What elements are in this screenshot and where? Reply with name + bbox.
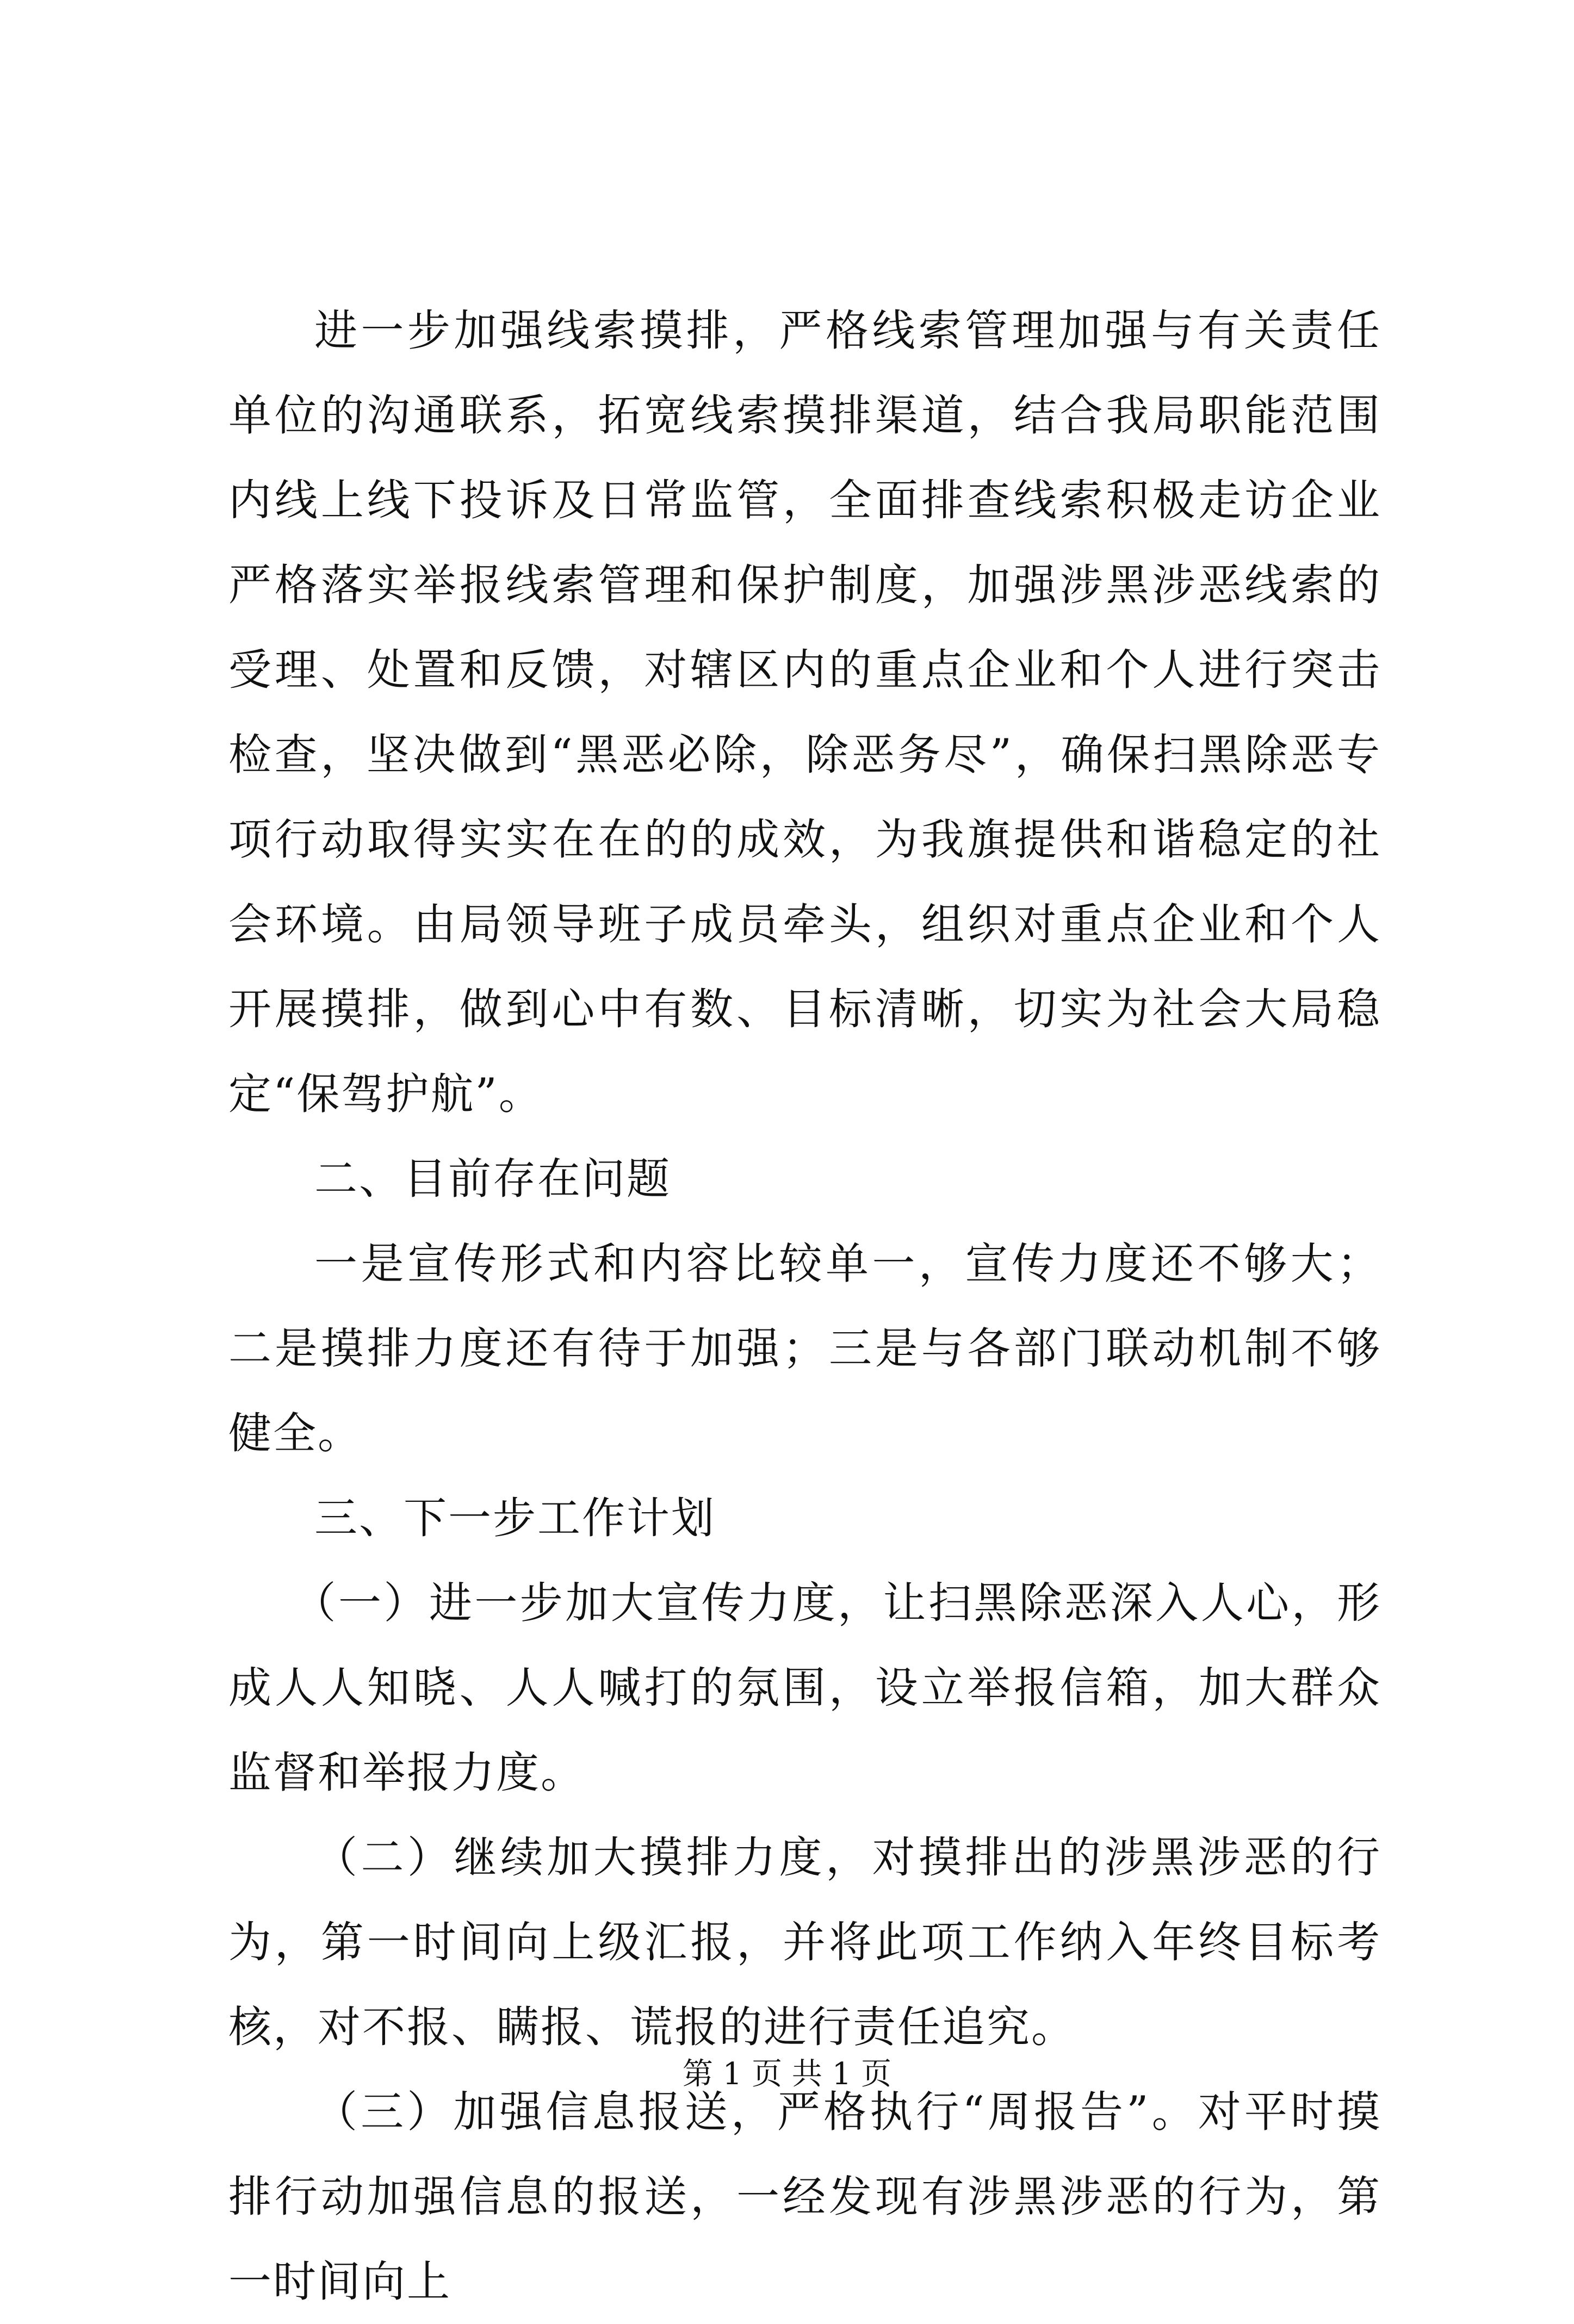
paragraph-plan-1: （一）进一步加大宣传力度，让扫黑除恶深入人心，形成人人知晓、人人喊打的氛围，设立举报信箱，加大群众监督和举报力度。 [228,1578,1381,1798]
paragraph-plan-2: （二）继续加大摸排力度，对摸排出的涉黑涉恶的行为，第一时间向上级汇报，并将此项工作纳入年终目标考核，对不报、瞒报、谎报的进行责任追究。 [228,1832,1381,2052]
paragraph-problems: 一是宣传形式和内容比较单一，宣传力度还不够大；二是摸排力度还有待于加强；三是与各部门联动机制不够健全。 [228,1239,1381,1458]
section-heading-current-problems: 二、目前存在问题 [314,1154,671,1204]
page-footer: 第 1 页 共 1 页 [682,2056,892,2092]
document-body [228,288,1381,2324]
paragraph-plan-3: （三）加强信息报送，严格执行“周报告”。对平时摸排行动加强信息的报送，一经发现有涉黑涉恶的行为，第一时间向上 [228,2087,1381,2307]
paragraph-clue-investigation: 进一步加强线索摸排，严格线索管理加强与有关责任单位的沟通联系，拓宽线索摸排渠道，结合我局职能范围内线上线下投诉及日常监管，全面排查线索积极走访企业严格落实举报线索管理和保护制度，加强涉黑涉恶线索的受理、处置和反馈，对辖区内的重点企业和个人进行突击检查，坚决做到“黑恶必除，除恶务尽”，确保扫黑除恶专项行动取得实实在在的的成效，为我旗提供和谐稳定的社会环境。由局领导班子成员牵头，组织对重点企业和个人开展摸排，做到心中有数、目标清晰，切实为社会大局稳定“保驾护航”。 [228,306,1381,1119]
section-heading-next-plan: 三、下一步工作计划 [314,1493,716,1543]
